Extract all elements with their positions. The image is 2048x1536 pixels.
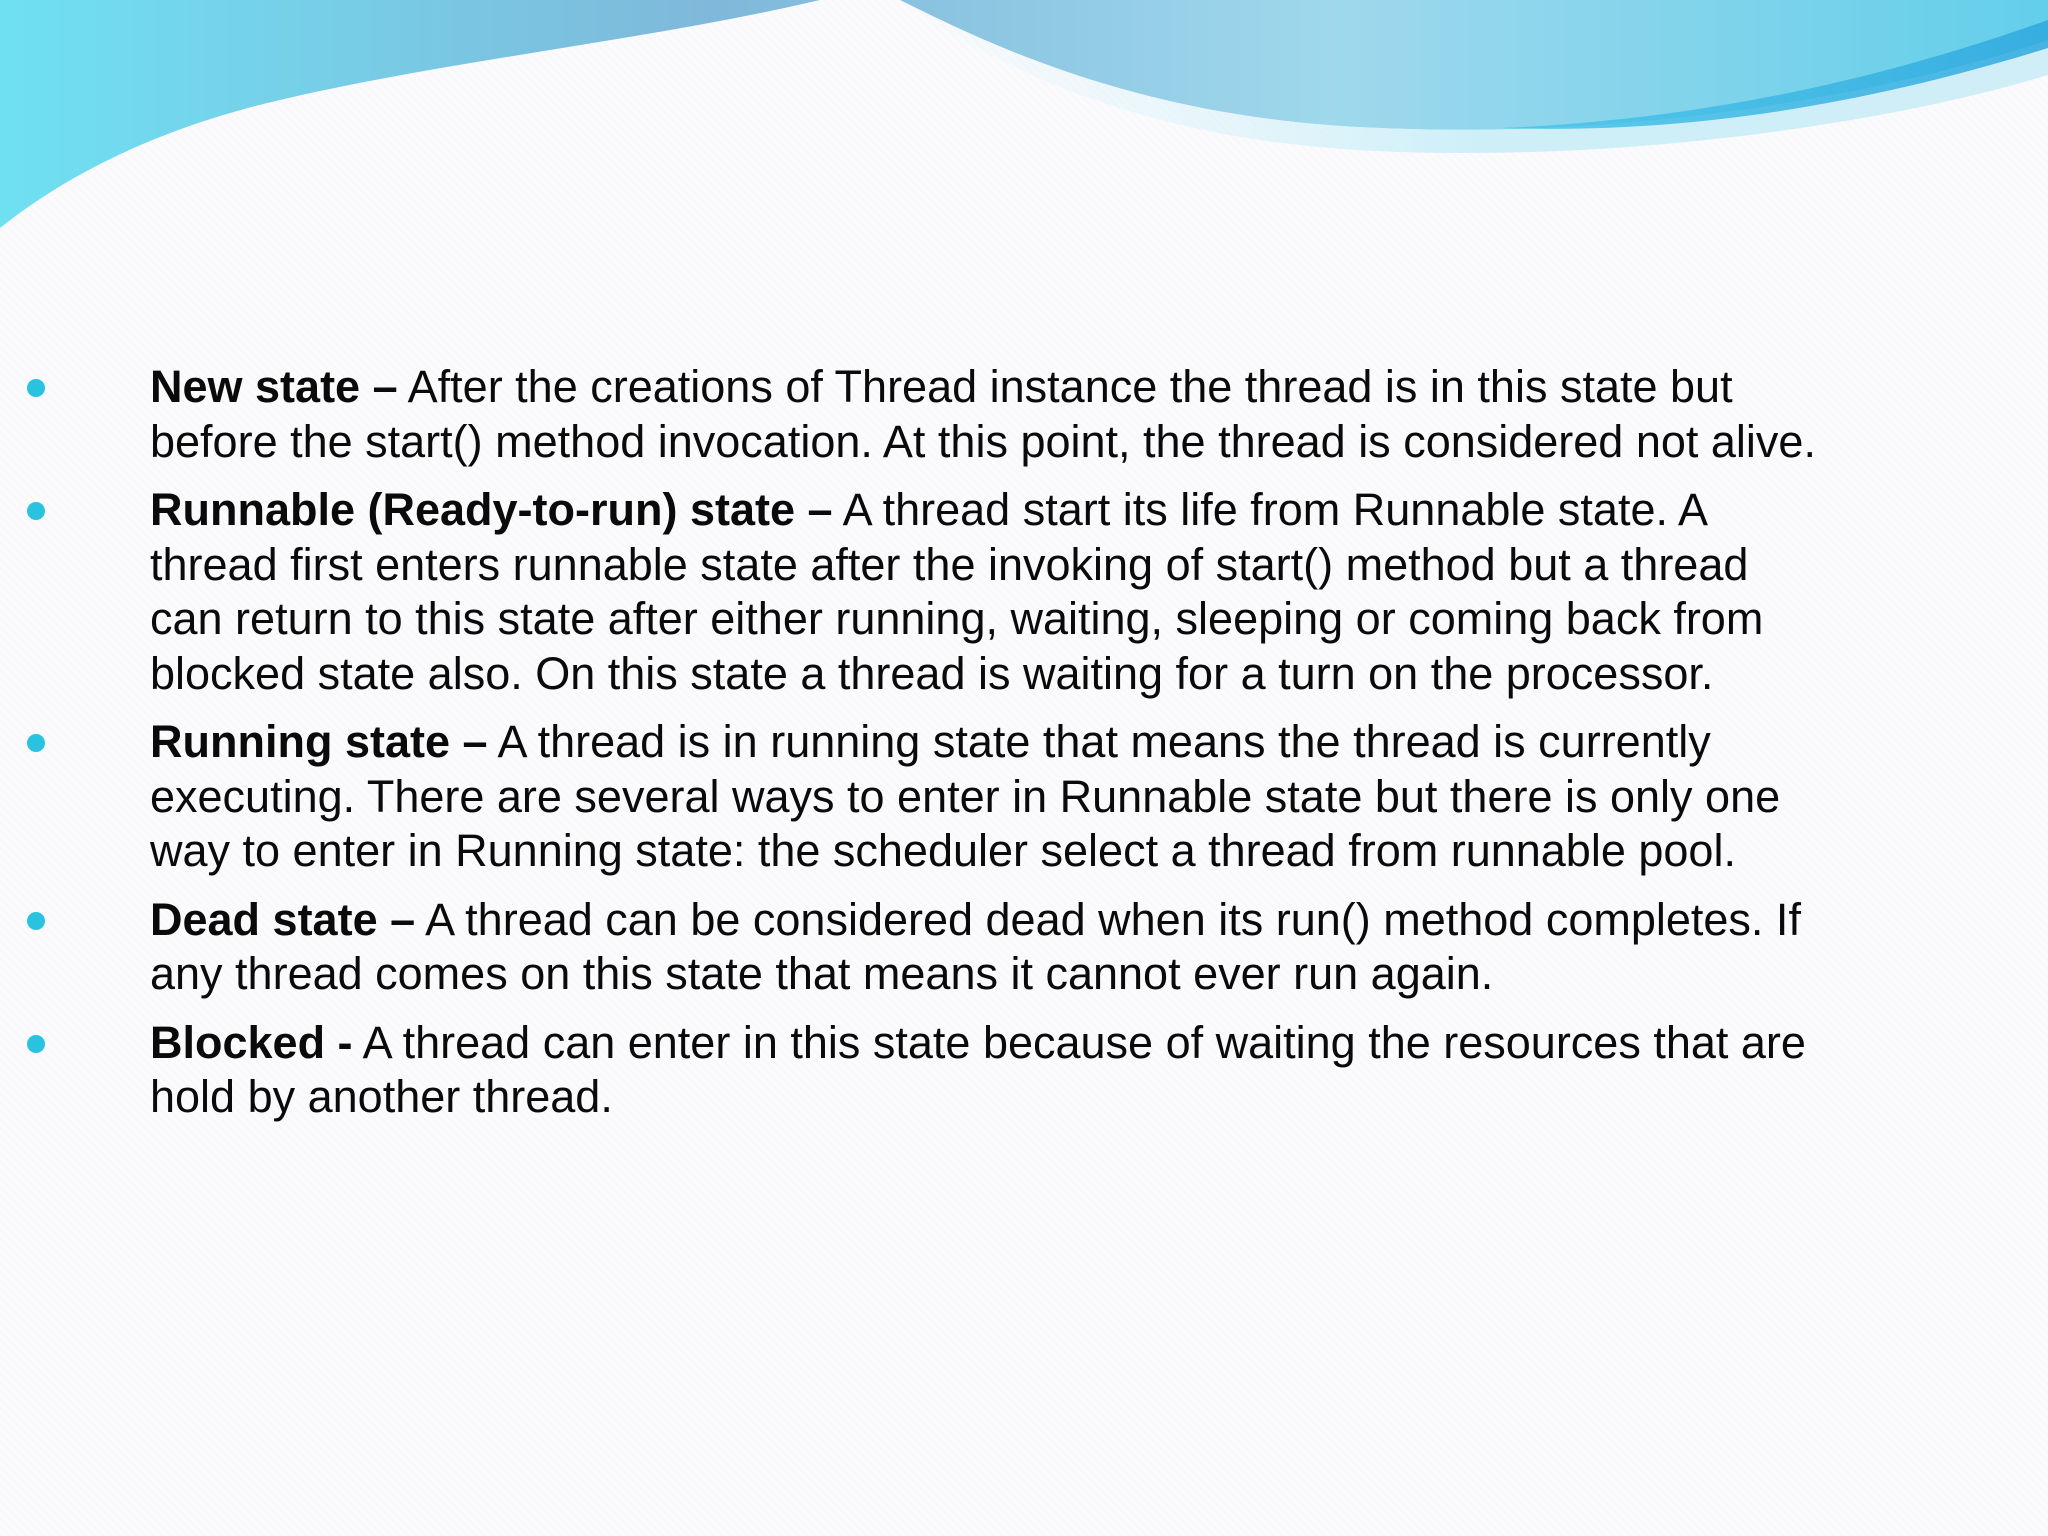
bullet-dead-state [0, 893, 2048, 1002]
bullet-running-state [0, 715, 2048, 879]
term-description: A thread is in running state that means the thread is currently executing. There are several ways to enter in Runnable state but there is only one way to enter in Running state: the scheduler select a thread from runnable pool. [150, 716, 1781, 876]
term-description: A thread start its life from Runnable state. A thread first enters runnable state after the invoking of start() method but a thread can return to this state after either running, waiting, sleeping or coming back from blocked state also. On this state a thread is waiting for a turn on the processor. [150, 484, 1764, 699]
bullet-new-state [0, 360, 2048, 469]
bullet-dot-icon [27, 912, 45, 930]
term-description: After the creations of Thread instance the thread is in this state but before the start() method invocation. At this point, the thread is considered not alive. [150, 361, 1816, 467]
bullet-blocked-state [0, 1016, 2048, 1125]
term-label: Blocked - [150, 1016, 353, 1068]
term-description: A thread can enter in this state because of waiting the resources that are hold by another thread. [150, 1016, 1806, 1122]
slide-content [0, 360, 2048, 1139]
term-label: New state – [150, 361, 398, 412]
bullet-dot-icon [27, 734, 45, 752]
term-description: A thread can be considered dead when its run() method completes. If any thread comes on this state that means it cannot ever run again. [150, 893, 1801, 999]
thread-states-list [0, 360, 2048, 1125]
bullet-dot-icon [27, 1035, 45, 1053]
header-wave-decoration [0, 0, 2048, 240]
bullet-dot-icon [27, 502, 45, 520]
term-label: Dead state – [150, 893, 416, 945]
term-label: Runnable (Ready-to-run) state – [150, 484, 833, 535]
bullet-dot-icon [27, 379, 45, 397]
term-label: Running state – [150, 716, 488, 767]
bullet-runnable-state [0, 483, 2048, 701]
